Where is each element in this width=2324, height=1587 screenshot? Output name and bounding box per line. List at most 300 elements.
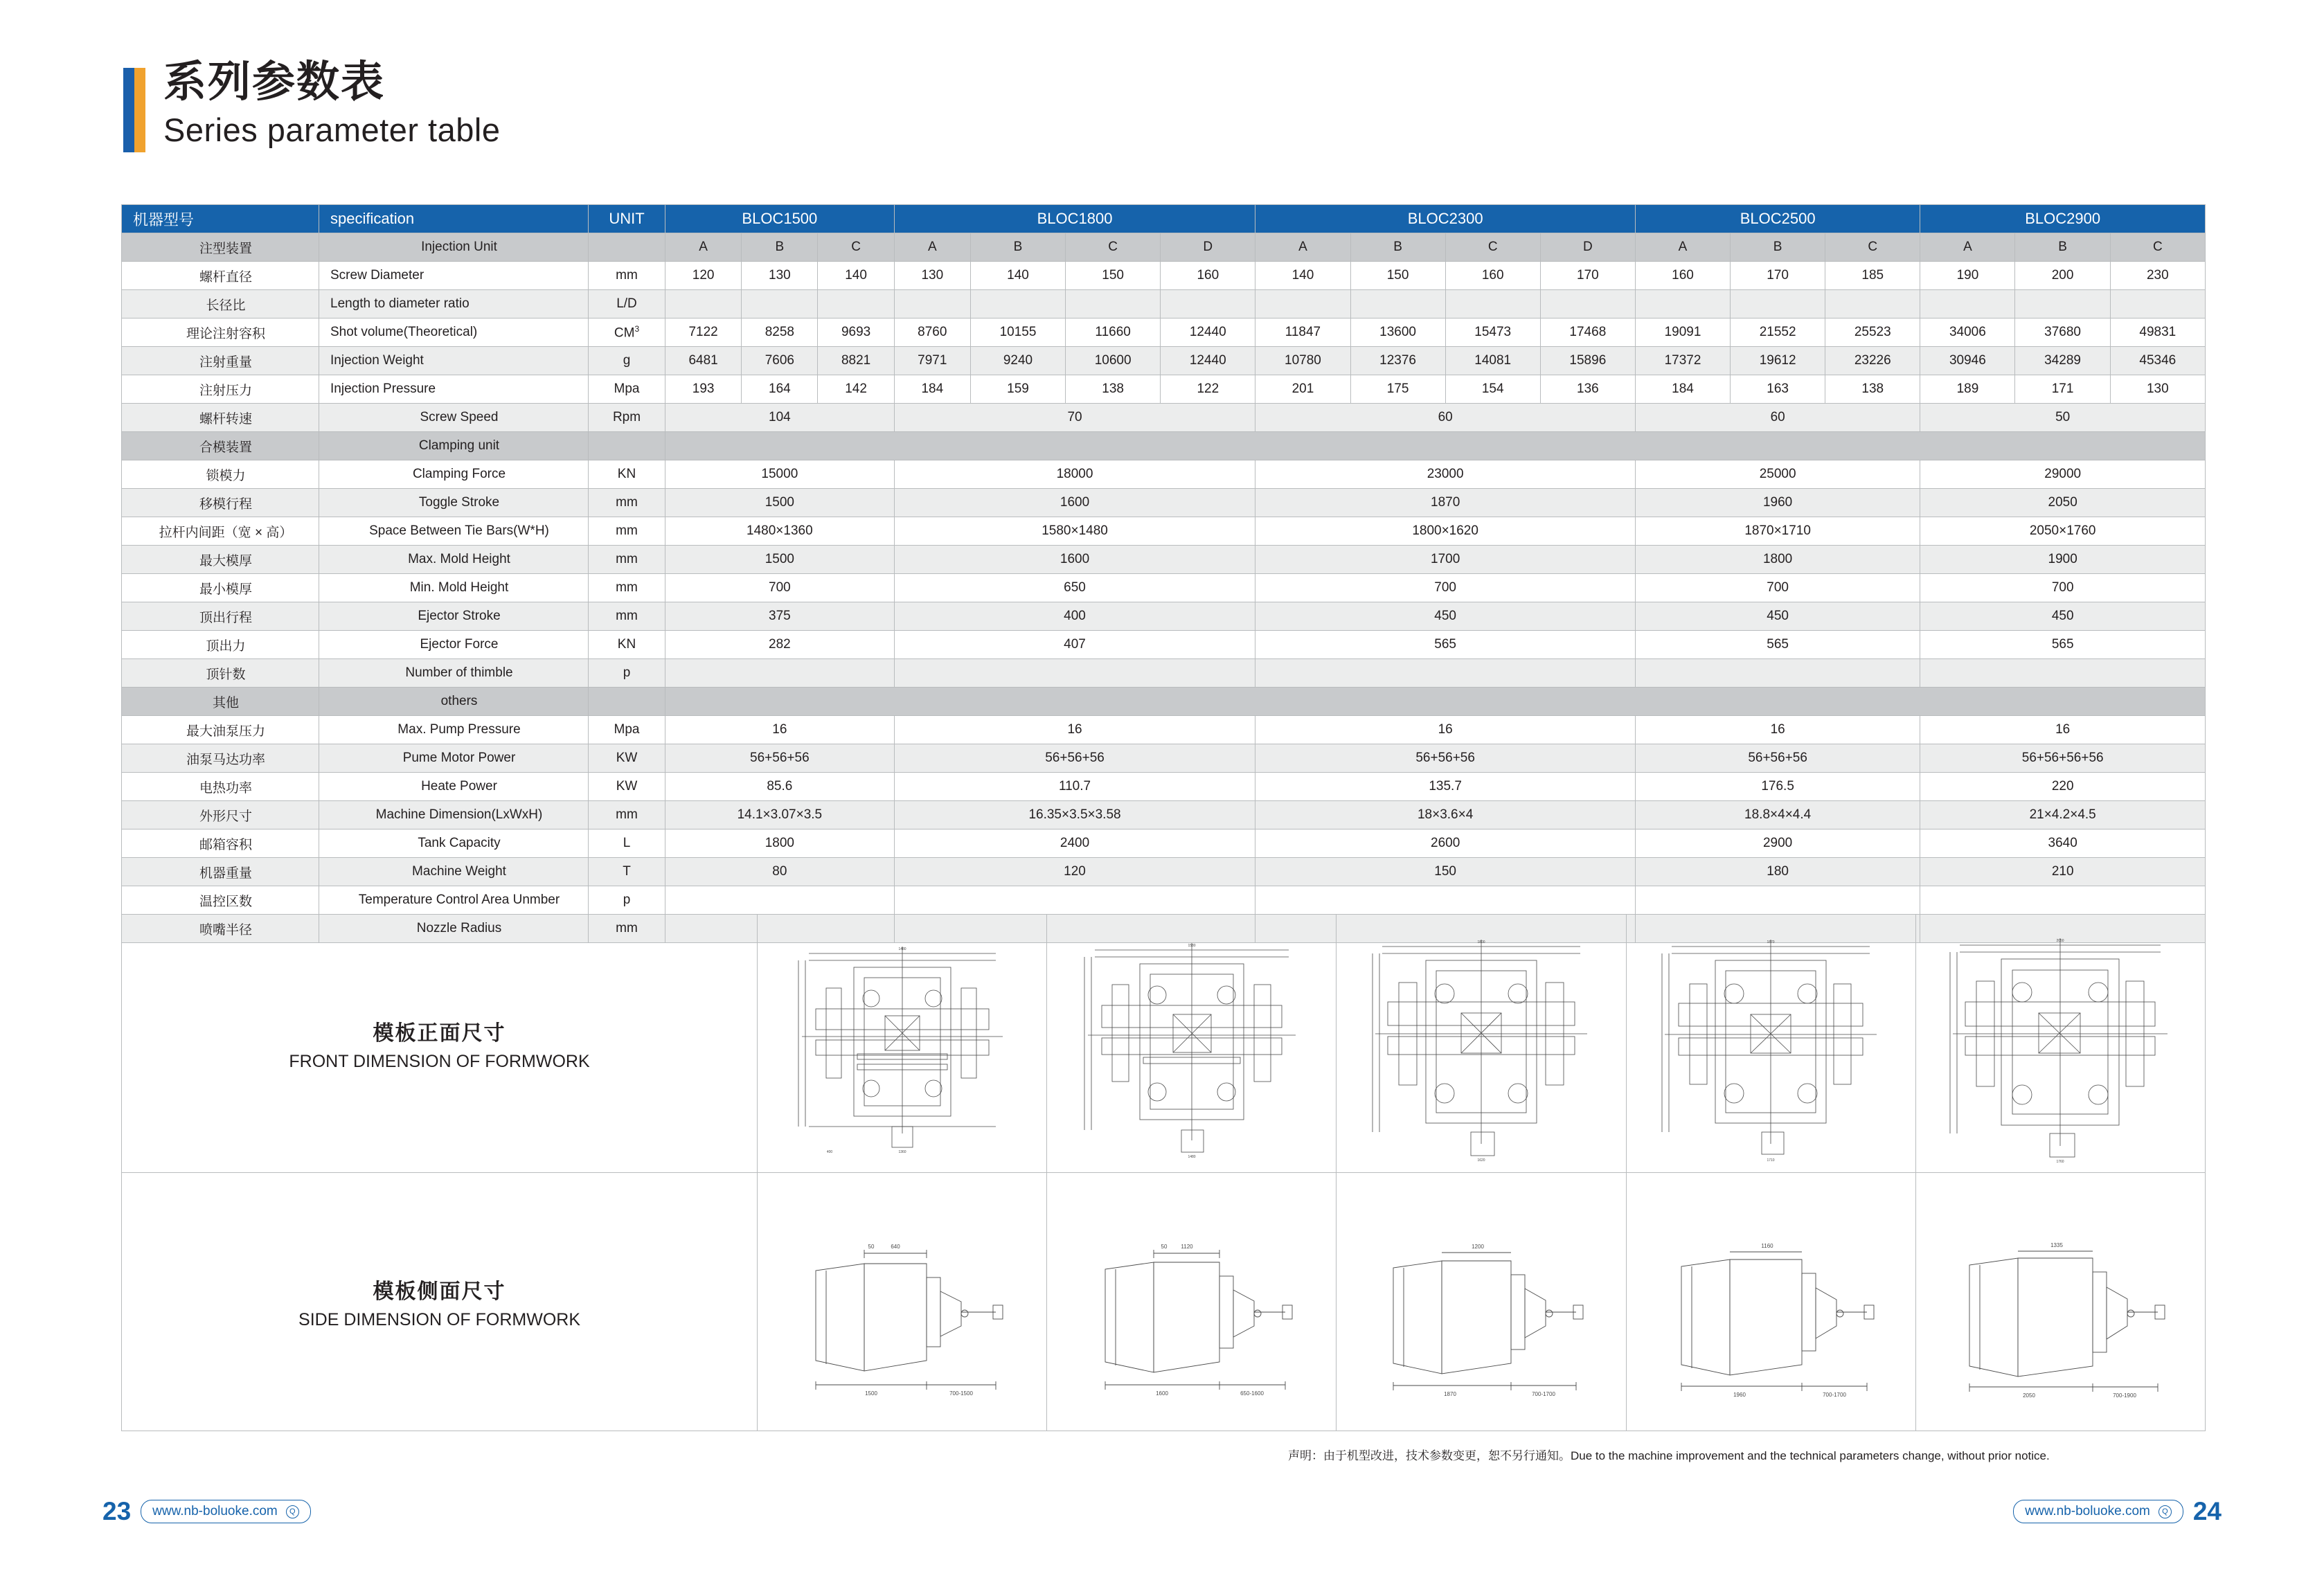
data-cell: 122 — [1161, 375, 1255, 404]
data-cell: 170 — [1731, 262, 1825, 290]
data-cell: 200 — [2015, 262, 2110, 290]
side-drawing-2 — [1047, 1173, 1337, 1431]
row-label-en: Heate Power — [319, 773, 589, 801]
data-cell: 140 — [970, 262, 1065, 290]
data-cell: 565 — [1255, 631, 1636, 659]
data-cell: 1580×1480 — [894, 517, 1255, 546]
title-chinese: 系列参数表 — [163, 58, 386, 106]
data-cell: 375 — [665, 602, 895, 631]
row-unit: mm — [589, 602, 665, 631]
table-row — [122, 773, 2206, 801]
row-label-cn: 锁模力 — [122, 460, 319, 489]
data-cell: 56+56+56 — [1255, 744, 1636, 773]
data-cell: 17468 — [1540, 319, 1635, 347]
svg-text:1580: 1580 — [1188, 944, 1196, 948]
data-cell: 9240 — [970, 347, 1065, 375]
row-label-cn: 最小模厚 — [122, 574, 319, 602]
variant-cell: A — [1920, 233, 2015, 262]
data-cell: 25523 — [1825, 319, 1920, 347]
row-label-cn: 喷嘴半径 — [122, 915, 319, 943]
data-cell: 700 — [665, 574, 895, 602]
data-cell — [1635, 659, 1920, 688]
data-cell: 154 — [1445, 375, 1540, 404]
data-cell: 50 — [1920, 404, 2206, 432]
header-model-BLOC1800: BLOC1800 — [894, 205, 1255, 233]
front-label-en: FRONT DIMENSION OF FORMWORK — [289, 1051, 590, 1071]
data-cell — [1255, 659, 1636, 688]
side-dim-a-4: 1960 — [1733, 1392, 1746, 1398]
data-cell: 14081 — [1445, 347, 1540, 375]
data-cell: 1500 — [665, 489, 895, 517]
data-cell: 2400 — [894, 830, 1255, 858]
front-drawing-5 — [1915, 915, 2205, 1173]
front-drawing-row — [122, 915, 2206, 1173]
data-cell: 13600 — [1350, 319, 1445, 347]
data-cell: 49831 — [2110, 319, 2205, 347]
side-dim-a-1: 1500 — [864, 1390, 877, 1397]
side-label-cell — [122, 1173, 758, 1431]
data-cell: 565 — [1920, 631, 2206, 659]
data-cell — [970, 290, 1065, 319]
data-cell: 8821 — [818, 347, 894, 375]
table-row — [122, 489, 2206, 517]
row-unit: KN — [589, 631, 665, 659]
data-cell: 160 — [1635, 262, 1730, 290]
row-unit: KN — [589, 460, 665, 489]
variant-cell: B — [1350, 233, 1445, 262]
data-cell: 700 — [1920, 574, 2206, 602]
data-cell: 650 — [894, 574, 1255, 602]
svg-text:50: 50 — [1161, 1244, 1168, 1250]
row-label-en: Tank Capacity — [319, 830, 589, 858]
svg-text:1870: 1870 — [1767, 940, 1775, 944]
row-label-en: Injection Unit — [319, 233, 589, 262]
data-cell: 184 — [894, 375, 970, 404]
section-unit — [589, 688, 665, 716]
data-cell — [1255, 886, 1636, 915]
row-label-en: Toggle Stroke — [319, 489, 589, 517]
svg-text:2050: 2050 — [2056, 939, 2064, 943]
row-unit: Rpm — [589, 404, 665, 432]
row-unit: p — [589, 886, 665, 915]
variant-cell: D — [1540, 233, 1635, 262]
data-cell — [665, 290, 742, 319]
svg-text:400: 400 — [826, 1150, 832, 1154]
svg-text:1335: 1335 — [2050, 1242, 2064, 1248]
data-cell: 2900 — [1635, 830, 1920, 858]
row-label-en: Max. Pump Pressure — [319, 716, 589, 744]
variant-cell: A — [665, 233, 742, 262]
svg-text:1620: 1620 — [1477, 1158, 1485, 1163]
front-drawing-2 — [1047, 915, 1337, 1173]
data-cell: 2050 — [1920, 489, 2206, 517]
data-cell: 138 — [1066, 375, 1161, 404]
row-unit: mm — [589, 489, 665, 517]
data-cell — [2110, 290, 2205, 319]
data-cell: 10155 — [970, 319, 1065, 347]
table-row — [122, 659, 2206, 688]
data-cell: 29000 — [1920, 460, 2206, 489]
data-cell: 1600 — [894, 489, 1255, 517]
row-label-cn: 油泵马达功率 — [122, 744, 319, 773]
disclaimer-notice: 声明：由于机型改进，技术参数变更，恕不另行通知。Due to the machine improvement and the technical parameters change, without prior notice. — [1288, 1449, 2050, 1462]
data-cell: 16 — [1635, 716, 1920, 744]
row-label-cn: 最大油泵压力 — [122, 716, 319, 744]
row-label-en: Injection Weight — [319, 347, 589, 375]
section-spacer — [665, 432, 2206, 460]
row-unit: KW — [589, 773, 665, 801]
data-cell: 1960 — [1635, 489, 1920, 517]
table-row-injection-unit — [122, 233, 2206, 262]
data-cell: 21×4.2×4.5 — [1920, 801, 2206, 830]
data-cell: 19612 — [1731, 347, 1825, 375]
data-cell: 16 — [665, 716, 895, 744]
front-label-cell — [122, 915, 758, 1173]
data-cell — [1635, 886, 1920, 915]
data-cell: 700 — [1635, 574, 1920, 602]
front-drawing-1 — [758, 915, 1047, 1173]
data-cell: 189 — [1920, 375, 2015, 404]
data-cell: 185 — [1825, 262, 1920, 290]
data-cell: 1800 — [1635, 546, 1920, 574]
data-cell: 18.8×4×4.4 — [1635, 801, 1920, 830]
data-cell: 56+56+56 — [1635, 744, 1920, 773]
data-cell: 104 — [665, 404, 895, 432]
data-cell: 12440 — [1161, 347, 1255, 375]
variant-cell: B — [970, 233, 1065, 262]
qr-icon-left: Q — [286, 1505, 299, 1518]
row-label-cn: 顶针数 — [122, 659, 319, 688]
data-cell — [894, 886, 1255, 915]
data-cell: 8258 — [742, 319, 818, 347]
table-row-screw-speed — [122, 404, 2206, 432]
data-cell: 159 — [970, 375, 1065, 404]
header-specification: specification — [319, 205, 589, 233]
variant-cell: C — [1825, 233, 1920, 262]
table-row — [122, 574, 2206, 602]
svg-text:1480: 1480 — [1188, 1155, 1196, 1159]
data-cell: 11660 — [1066, 319, 1161, 347]
section-label-cn: 其他 — [122, 688, 319, 716]
data-cell: 9693 — [818, 319, 894, 347]
data-cell: 220 — [1920, 773, 2206, 801]
data-cell: 1900 — [1920, 546, 2206, 574]
data-cell: 120 — [894, 858, 1255, 886]
data-cell: 1600 — [894, 546, 1255, 574]
data-cell — [665, 886, 895, 915]
row-label-en: Length to diameter ratio — [319, 290, 589, 319]
data-cell: 230 — [2110, 262, 2205, 290]
data-cell: 45346 — [2110, 347, 2205, 375]
row-label-cn: 温控区数 — [122, 886, 319, 915]
svg-text:50: 50 — [868, 1244, 875, 1250]
data-cell: 150 — [1350, 262, 1445, 290]
row-label-en: Shot volume(Theoretical) — [319, 319, 589, 347]
data-cell — [2015, 290, 2110, 319]
data-cell: 15000 — [665, 460, 895, 489]
data-cell: 34006 — [1920, 319, 2015, 347]
data-cell: 10600 — [1066, 347, 1161, 375]
data-cell — [1825, 290, 1920, 319]
row-label-en: Screw Diameter — [319, 262, 589, 290]
data-cell: 130 — [2110, 375, 2205, 404]
row-label-cn: 机器重量 — [122, 858, 319, 886]
row-label-cn: 螺杆直径 — [122, 262, 319, 290]
row-unit: mm — [589, 262, 665, 290]
data-cell: 12440 — [1161, 319, 1255, 347]
data-cell — [1255, 290, 1350, 319]
data-cell: 1480×1360 — [665, 517, 895, 546]
variant-cell: B — [1731, 233, 1825, 262]
svg-text:1710: 1710 — [1767, 1158, 1775, 1163]
data-cell: 565 — [1635, 631, 1920, 659]
data-cell: 171 — [2015, 375, 2110, 404]
data-cell: 15473 — [1445, 319, 1540, 347]
row-unit — [589, 233, 665, 262]
data-cell: 160 — [1161, 262, 1255, 290]
row-label-en: Injection Pressure — [319, 375, 589, 404]
data-cell: 80 — [665, 858, 895, 886]
data-cell: 120 — [665, 262, 742, 290]
table-row — [122, 290, 2206, 319]
row-unit: T — [589, 858, 665, 886]
row-label-en: Ejector Force — [319, 631, 589, 659]
data-cell: 135.7 — [1255, 773, 1636, 801]
website-link-right[interactable] — [2013, 1500, 2183, 1523]
data-cell: 25000 — [1635, 460, 1920, 489]
accent-bar-blue — [123, 68, 134, 152]
row-label-cn: 邮箱容积 — [122, 830, 319, 858]
data-cell: 2600 — [1255, 830, 1636, 858]
data-cell: 1800 — [665, 830, 895, 858]
data-cell: 8760 — [894, 319, 970, 347]
variant-cell: D — [1161, 233, 1255, 262]
table-row — [122, 858, 2206, 886]
header-model-BLOC2500: BLOC2500 — [1635, 205, 1920, 233]
data-cell: 7971 — [894, 347, 970, 375]
table-row — [122, 716, 2206, 744]
data-cell — [1731, 290, 1825, 319]
section-unit — [589, 432, 665, 460]
data-cell: 193 — [665, 375, 742, 404]
data-cell: 180 — [1635, 858, 1920, 886]
data-cell — [1350, 290, 1445, 319]
variant-cell: C — [1066, 233, 1161, 262]
row-label-en: Min. Mold Height — [319, 574, 589, 602]
data-cell: 3640 — [1920, 830, 2206, 858]
data-cell: 1870 — [1255, 489, 1636, 517]
row-label-cn: 注型装置 — [122, 233, 319, 262]
row-label-en: Temperature Control Area Unmber — [319, 886, 589, 915]
header-model-BLOC2300: BLOC2300 — [1255, 205, 1636, 233]
header-unit: UNIT — [589, 205, 665, 233]
data-cell — [1540, 290, 1635, 319]
data-cell: 37680 — [2015, 319, 2110, 347]
drawing-section — [121, 914, 2206, 1431]
data-cell: 160 — [1445, 262, 1540, 290]
row-label-cn: 外形尺寸 — [122, 801, 319, 830]
section-spacer — [665, 688, 2206, 716]
data-cell: 7606 — [742, 347, 818, 375]
data-cell: 70 — [894, 404, 1255, 432]
data-cell: 16.35×3.5×3.58 — [894, 801, 1255, 830]
section-label-en: Clamping unit — [319, 432, 589, 460]
data-cell: 176.5 — [1635, 773, 1920, 801]
data-cell — [1635, 290, 1730, 319]
row-unit: KW — [589, 744, 665, 773]
row-label-en: Pume Motor Power — [319, 744, 589, 773]
variant-cell: A — [1635, 233, 1730, 262]
data-cell: 138 — [1825, 375, 1920, 404]
side-label-en: SIDE DIMENSION OF FORMWORK — [298, 1309, 580, 1329]
svg-text:1760: 1760 — [2056, 1160, 2064, 1164]
table-header-row — [122, 205, 2206, 233]
row-unit: L — [589, 830, 665, 858]
accent-bar-orange — [134, 68, 145, 152]
row-label-cn: 拉杆内间距（宽 × 高） — [122, 517, 319, 546]
row-unit: Mpa — [589, 716, 665, 744]
header-model: 机器型号 — [122, 205, 319, 233]
row-unit: mm — [589, 517, 665, 546]
side-drawing-5 — [1915, 1173, 2205, 1431]
data-cell — [1066, 290, 1161, 319]
table-row — [122, 460, 2206, 489]
page-title — [123, 58, 501, 152]
website-url-left: www.nb-boluoke.com — [152, 1504, 278, 1518]
table-row — [122, 262, 2206, 290]
front-drawing-4 — [1626, 915, 1915, 1173]
row-label-cn: 理论注射容积 — [122, 319, 319, 347]
variant-cell: C — [818, 233, 894, 262]
data-cell — [894, 290, 970, 319]
data-cell: 19091 — [1635, 319, 1730, 347]
side-drawing-3 — [1337, 1173, 1626, 1431]
table-row — [122, 347, 2206, 375]
row-label-cn: 注射压力 — [122, 375, 319, 404]
front-drawing-3 — [1337, 915, 1626, 1173]
side-dim-a-2: 1600 — [1155, 1390, 1168, 1397]
data-cell: 450 — [1920, 602, 2206, 631]
data-cell: 150 — [1255, 858, 1636, 886]
data-cell — [818, 290, 894, 319]
table-row — [122, 744, 2206, 773]
data-cell: 21552 — [1731, 319, 1825, 347]
table-row — [122, 319, 2206, 347]
table-row — [122, 801, 2206, 830]
side-drawing-1 — [758, 1173, 1047, 1431]
header-model-BLOC1500: BLOC1500 — [665, 205, 895, 233]
table-row — [122, 602, 2206, 631]
page-number-left: 23 — [102, 1497, 132, 1525]
side-dim-b-5: 700-1900 — [2113, 1392, 2137, 1399]
side-dim-b-4: 700-1700 — [1823, 1392, 1847, 1398]
row-label-cn: 注射重量 — [122, 347, 319, 375]
svg-text:1160: 1160 — [1761, 1243, 1773, 1249]
svg-text:1200: 1200 — [1472, 1244, 1484, 1250]
row-unit: mm — [589, 801, 665, 830]
data-cell: 142 — [818, 375, 894, 404]
data-cell: 700 — [1255, 574, 1636, 602]
svg-text:1360: 1360 — [898, 1150, 906, 1154]
data-cell: 60 — [1635, 404, 1920, 432]
data-cell: 16 — [894, 716, 1255, 744]
data-cell: 11847 — [1255, 319, 1350, 347]
front-label-cn: 模板正面尺寸 — [373, 1021, 506, 1045]
row-label-cn: 顶出行程 — [122, 602, 319, 631]
row-label-cn: 长径比 — [122, 290, 319, 319]
row-unit: p — [589, 659, 665, 688]
table-row — [122, 546, 2206, 574]
data-cell: 110.7 — [894, 773, 1255, 801]
row-unit: mm — [589, 546, 665, 574]
row-label-cn: 螺杆转速 — [122, 404, 319, 432]
row-label-cn: 最大模厚 — [122, 546, 319, 574]
data-cell: 10780 — [1255, 347, 1350, 375]
data-cell: 136 — [1540, 375, 1635, 404]
data-cell: 23000 — [1255, 460, 1636, 489]
data-cell: 85.6 — [665, 773, 895, 801]
row-label-en: Space Between Tie Bars(W*H) — [319, 517, 589, 546]
data-cell: 150 — [1066, 262, 1161, 290]
data-cell — [1161, 290, 1255, 319]
data-cell — [1920, 659, 2206, 688]
section-row-clamping — [122, 432, 2206, 460]
svg-text:1800: 1800 — [1477, 940, 1485, 944]
table-row — [122, 631, 2206, 659]
svg-text:640: 640 — [890, 1244, 900, 1250]
data-cell: 130 — [894, 262, 970, 290]
data-cell: 12376 — [1350, 347, 1445, 375]
website-link-left[interactable] — [141, 1500, 311, 1523]
section-label-cn: 合模装置 — [122, 432, 319, 460]
page-number-right: 24 — [2192, 1497, 2222, 1525]
data-cell — [1920, 886, 2206, 915]
data-cell: 175 — [1350, 375, 1445, 404]
row-unit: Mpa — [589, 375, 665, 404]
row-unit: g — [589, 347, 665, 375]
data-cell: 16 — [1920, 716, 2206, 744]
section-label-en: others — [319, 688, 589, 716]
data-cell: 30946 — [1920, 347, 2015, 375]
data-cell: 14.1×3.07×3.5 — [665, 801, 895, 830]
data-cell: 140 — [1255, 262, 1350, 290]
data-cell — [894, 659, 1255, 688]
data-cell: 56+56+56 — [894, 744, 1255, 773]
variant-cell: C — [2110, 233, 2205, 262]
table-row — [122, 830, 2206, 858]
data-cell: 2050×1760 — [1920, 517, 2206, 546]
side-dim-a-3: 1870 — [1444, 1391, 1456, 1397]
data-cell: 450 — [1635, 602, 1920, 631]
data-cell: 163 — [1731, 375, 1825, 404]
data-cell: 201 — [1255, 375, 1350, 404]
data-cell: 6481 — [665, 347, 742, 375]
side-drawing-row — [122, 1173, 2206, 1431]
data-cell: 1700 — [1255, 546, 1636, 574]
data-cell — [1920, 290, 2015, 319]
data-cell: 7122 — [665, 319, 742, 347]
row-label-cn: 移模行程 — [122, 489, 319, 517]
row-unit: L/D — [589, 290, 665, 319]
row-label-en: Machine Weight — [319, 858, 589, 886]
qr-icon-right: Q — [2158, 1505, 2172, 1518]
svg-text:1120: 1120 — [1181, 1244, 1193, 1250]
data-cell — [665, 659, 895, 688]
row-label-en: Ejector Stroke — [319, 602, 589, 631]
data-cell: 1500 — [665, 546, 895, 574]
row-unit: mm — [589, 574, 665, 602]
data-cell: 450 — [1255, 602, 1636, 631]
